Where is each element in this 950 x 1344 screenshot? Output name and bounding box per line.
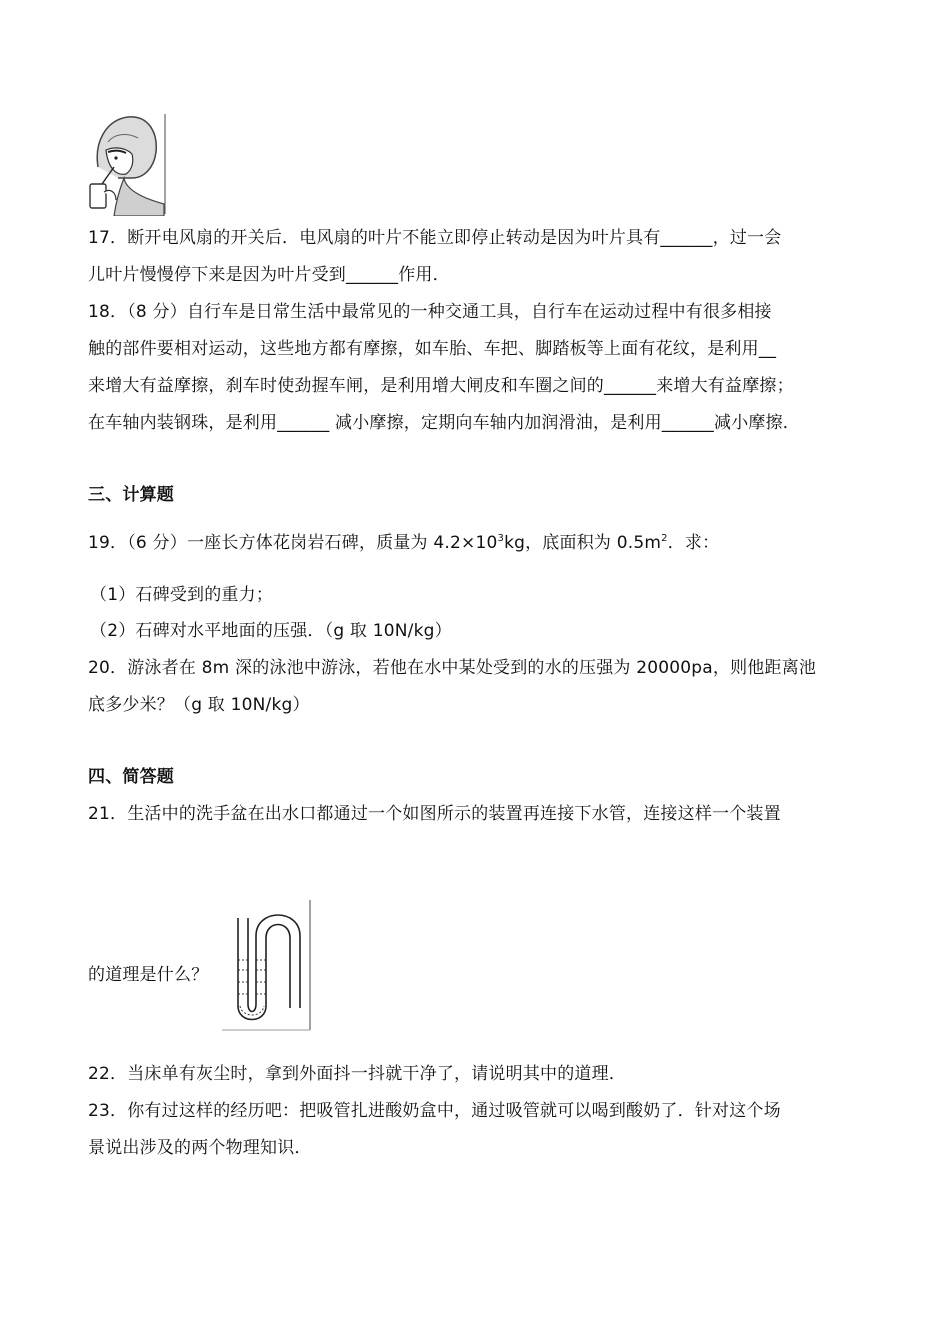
- question-18-line-4: 在车轴内装钢珠，是利用______ 减小摩擦，定期向车轴内加润滑油，是利用______减小摩擦．: [88, 413, 801, 433]
- girl-drinking-figure: [86, 112, 170, 216]
- u-trap-figure: [220, 898, 312, 1032]
- question-21-line-1: 21．生活中的洗手盆在出水口都通过一个如图所示的装置再连接下水管，连接这样一个装置: [88, 804, 781, 824]
- question-17-line-1: 17．断开电风扇的开关后．电风扇的叶片不能立即停止转动是因为叶片具有______，过一会: [88, 228, 782, 248]
- question-21-line-2: 的道理是什么？: [88, 965, 209, 985]
- question-19-stem-part-c: kg，底面积为 0.5m: [504, 533, 662, 553]
- question-23-line-1: 23．你有过这样的经历吧：把吸管扎进酸奶盒中，通过吸管就可以喝到酸奶了．针对这个场: [88, 1101, 781, 1121]
- question-19-stem: [88, 532, 719, 554]
- question-20-line-1: 20．游泳者在 8m 深的泳池中游泳，若他在水中某处受到的水的压强为 20000pa，则他距离池: [88, 658, 817, 678]
- question-20-line-2: 底多少米？（g 取 10N/kg）: [88, 695, 310, 715]
- section-4-heading: 四、简答题: [88, 767, 174, 787]
- section-3-heading: 三、计算题: [88, 485, 174, 505]
- question-19-sub-2: （2）石碑对水平地面的压强．（g 取 10N/kg）: [90, 621, 452, 641]
- question-18-line-2: 触的部件要相对运动，这些地方都有摩擦，如车胎、车把、脚踏板等上面有花纹，是利用__: [88, 339, 777, 359]
- question-19-stem-part-b: 10: [475, 533, 498, 553]
- exponent-2: 2: [661, 533, 668, 544]
- exponent-3: 3: [497, 533, 505, 544]
- times-symbol: ×: [461, 533, 476, 553]
- question-19-stem-part-d: ．求：: [667, 533, 720, 553]
- question-18-line-1: 18．（8 分）自行车是日常生活中最常见的一种交通工具，自行车在运动过程中有很多相接: [88, 302, 772, 322]
- question-19-sub-1: （1）石碑受到的重力；: [90, 585, 274, 605]
- question-23-line-2: 景说出涉及的两个物理知识．: [88, 1138, 312, 1158]
- question-17-line-2: 儿叶片慢慢停下来是因为叶片受到______作用．: [88, 265, 450, 285]
- question-18-line-3: 来增大有益摩擦，刹车时使劲握车闸，是利用增大闸皮和车圈之间的______来增大有益摩擦；: [88, 376, 794, 396]
- question-19-stem-part-a: 19．（6 分）一座长方体花岗岩石碑，质量为 4.2: [88, 533, 461, 553]
- question-22-line-1: 22．当床单有灰尘时，拿到外面抖一抖就干净了，请说明其中的道理．: [88, 1064, 627, 1084]
